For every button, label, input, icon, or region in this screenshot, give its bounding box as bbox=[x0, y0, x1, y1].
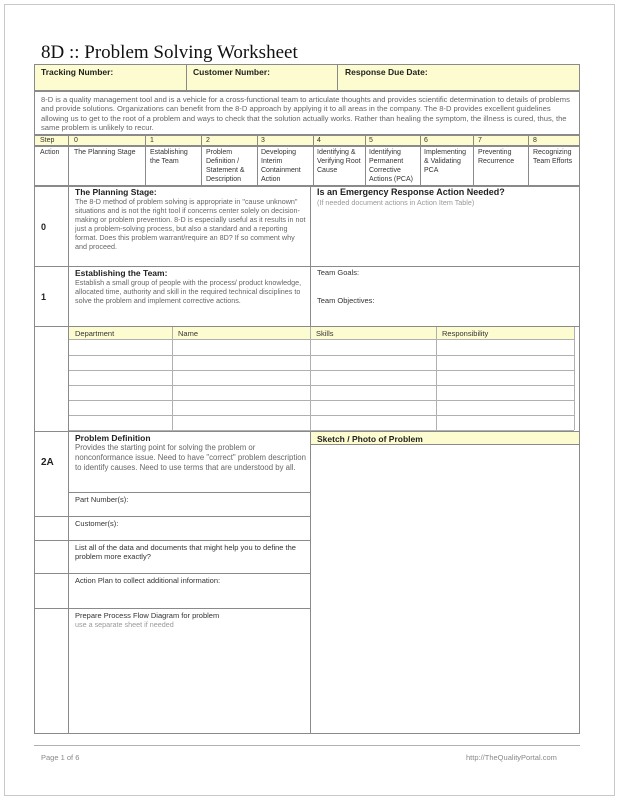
emergency-response-field[interactable] bbox=[312, 210, 578, 264]
step-num-7: 7 bbox=[478, 137, 482, 144]
step-action-4: Identifying & Verifying Root Cause bbox=[317, 149, 361, 174]
action-label: Action bbox=[40, 149, 60, 156]
step-action-6: Implementing & Validating PCA bbox=[424, 149, 467, 174]
steps-number-row bbox=[34, 135, 580, 146]
step-action-3: Developing Interim Containment Action bbox=[261, 149, 301, 183]
step-action-1: Establishing the Team bbox=[150, 149, 188, 165]
team-col-department: Department bbox=[75, 329, 115, 338]
header-row bbox=[34, 64, 580, 91]
section-2a-number: 2A bbox=[41, 457, 54, 468]
footer-page-number: Page 1 of 6 bbox=[41, 753, 80, 762]
planning-stage-heading: The Planning Stage: bbox=[75, 187, 157, 197]
step-num-5: 5 bbox=[369, 137, 373, 144]
step-num-3: 3 bbox=[261, 137, 265, 144]
step-num-8: 8 bbox=[533, 137, 537, 144]
team-col-skills: Skills bbox=[316, 329, 334, 338]
response-due-date-field[interactable]: Response Due Date: bbox=[345, 67, 428, 77]
step-action-7: Preventing Recurrence bbox=[478, 149, 515, 165]
customers-field[interactable]: Customer(s): bbox=[75, 519, 119, 528]
step-action-5: Identifying Permanent Corrective Actions (PCA) bbox=[369, 149, 413, 183]
step-num-4: 4 bbox=[317, 137, 321, 144]
customer-number-field[interactable]: Customer Number: bbox=[193, 67, 270, 77]
problem-definition-heading: Problem Definition bbox=[75, 433, 151, 443]
section-1-number: 1 bbox=[41, 292, 47, 302]
establishing-team-heading: Establishing the Team: bbox=[75, 268, 168, 278]
team-col-name: Name bbox=[178, 329, 199, 338]
action-plan-field[interactable]: Action Plan to collect additional information: bbox=[75, 576, 221, 585]
section-0-number: 0 bbox=[41, 222, 47, 232]
sketch-heading: Sketch / Photo of Problem bbox=[317, 434, 423, 444]
team-goals-field[interactable]: Team Goals: bbox=[317, 268, 360, 277]
team-table-rows[interactable] bbox=[69, 341, 574, 430]
page-title: 8D :: Problem Solving Worksheet bbox=[41, 42, 298, 63]
footer-url-link[interactable]: http://TheQualityPortal.com bbox=[466, 753, 557, 762]
step-action-0: The Planning Stage bbox=[74, 149, 136, 156]
sketch-area[interactable] bbox=[312, 447, 578, 732]
step-label: Step bbox=[40, 137, 55, 144]
process-flow-area[interactable] bbox=[70, 632, 308, 732]
planning-stage-text: The 8-D method of problem solving is appropriate in "cause unknown" situations and is not the right tool if concerns center solely on decision-making or problem prevention. 8-D is especially useful as it results in not just a problem-solving process, but also a standard and a reporting format. Does this problem warrant/require an 8D? If so comment why and proceed. bbox=[75, 197, 306, 251]
emergency-note: (If needed document actions in Action Item Table) bbox=[317, 198, 475, 207]
process-flow-heading: Prepare Process Flow Diagram for problem bbox=[75, 611, 220, 620]
tracking-number-field[interactable]: Tracking Number: bbox=[41, 67, 114, 77]
problem-definition-text: Provides the starting point for solving the problem or nonconformance issue. Need to have "correct" problem description to identify causes. Need to use terms that are understood by all. bbox=[75, 443, 306, 472]
step-num-2: 2 bbox=[206, 137, 210, 144]
step-num-1: 1 bbox=[150, 137, 154, 144]
process-flow-note: use a separate sheet if needed bbox=[75, 620, 174, 629]
team-col-responsibility: Responsibility bbox=[442, 329, 489, 338]
team-objectives-field[interactable]: Team Objectives: bbox=[317, 296, 375, 305]
emergency-heading: Is an Emergency Response Action Needed? bbox=[317, 187, 505, 197]
data-documents-field[interactable]: List all of the data and documents that might help you to define the problem more exactly? bbox=[75, 543, 296, 561]
step-num-6: 6 bbox=[424, 137, 428, 144]
intro-text: 8-D is a quality management tool and is a vehicle for a cross-functional team to articulate thoughts and provides scientific determination to details of problems and provide solutions. Organizations can benefit from the 8-D approach by applying it to all areas in the company. The 8-D provides excellent guidelines allowing us to get to the root of a problem and ways to check that the solution actually works. Rather than healing the symptom, the illness is cured, thus, the same problem is unlikely to recur. bbox=[41, 95, 570, 132]
step-action-8: Recognizing Team Efforts bbox=[533, 149, 573, 165]
step-num-0: 0 bbox=[74, 137, 78, 144]
establishing-team-text: Establish a small group of people with the process/ product knowledge, allocated time, authority and skill in the required technical disciplines to solve the problem and implement corrective actions. bbox=[75, 278, 302, 305]
step-action-2: Problem Definition / Statement & Description bbox=[206, 149, 245, 183]
part-numbers-field[interactable]: Part Number(s): bbox=[75, 495, 129, 504]
